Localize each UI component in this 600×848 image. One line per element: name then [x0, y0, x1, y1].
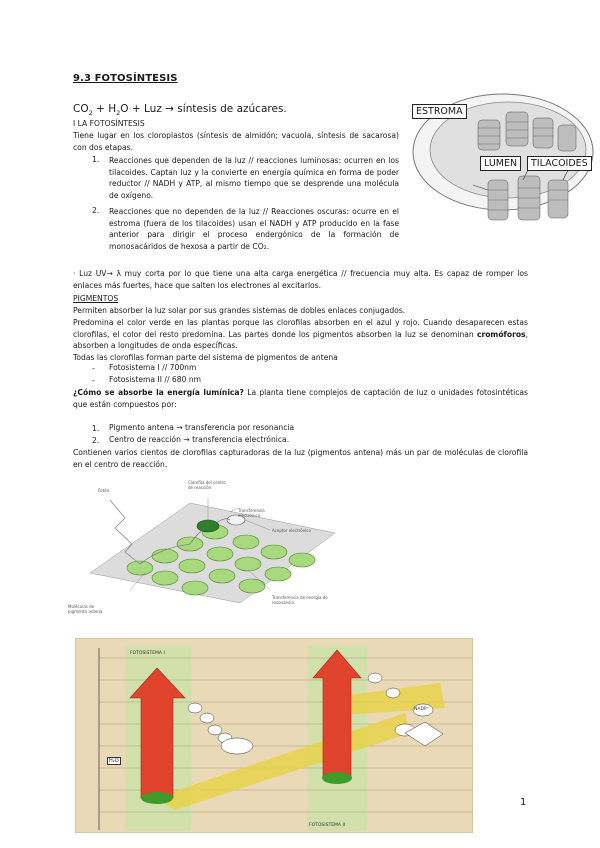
antenna-label-aceptor: Aceptor electrónico	[272, 528, 311, 533]
absorption-question-paragraph	[73, 387, 528, 410]
antenna-label-transferencia-r: Transferencia de energía de resonancia	[272, 595, 328, 605]
closing-paragraph: Contienen varios cientos de clorofilas capturadoras de la luz (pigmentos antena) más un par de moléculas de clorofila en el centro de reacción.	[73, 448, 528, 469]
photosystem-2-text: Fotosistema II // 680 nm	[109, 375, 202, 384]
eq-part-a: CO	[73, 103, 89, 115]
page-number: 1	[520, 797, 527, 808]
antenna-label-moleculas: Moléculas de pigmento antena	[68, 604, 103, 614]
zscheme-label-ps1: FOTOSISTEMA I	[130, 651, 165, 656]
photosystem-1-text: Fotosistema I // 700nm	[109, 363, 197, 372]
zscheme-label-ps2: FOTOSISTEMA II	[309, 823, 346, 828]
label-tilacoides: TILACOIDES	[527, 156, 592, 171]
phase-2-text: Reacciones que no dependen de la luz // Reacciones oscuras: ocurre en el estroma (fuera de los tilacoides) usan el NADH y ATP producido en la fase anterior para dirigir el proceso endergónico de la formación de monosacáridos de hexosa a partir de CO₂.	[109, 207, 399, 251]
photosystem-1-dash: -	[92, 364, 95, 373]
antenna-label-transferencia-e: Transferencia electrónica	[238, 508, 265, 518]
antenna-label-foton: Fotón	[98, 488, 110, 493]
pigments-p2-start: Predomina el color verde en las plantas porque las clorofilas absorben en el azul y rojo. Cuando desaparecen estas clorofilas, el color del resto predomina. Las partes donde los pigmentos absorben la luz se denominan	[73, 318, 528, 339]
eq-sub-b: 2	[116, 109, 121, 118]
component-1-text: Pigmento antena → transferencia por resonancia	[109, 423, 295, 432]
component-2-text: Centro de reacción → transferencia electrónica.	[109, 435, 290, 444]
eq-part-b: + H	[92, 103, 117, 115]
pigments-paragraph-1: Permiten absorber la luz solar por sus grandes sistemas de dobles enlaces conjugados.	[73, 306, 406, 315]
page-title: 9.3 FOTOSÍNTESIS	[73, 73, 178, 84]
section-label: I LA FOTOSÍNTESIS	[73, 119, 145, 128]
label-estroma: ESTROMA	[412, 104, 467, 119]
intro-paragraph: Tiene lugar en los cloroplastos (síntesis de almidón; vacuola, síntesis de sacarosa) con dos etapas.	[73, 131, 399, 152]
photosynthesis-equation	[73, 103, 287, 117]
photosystem-2-dash: -	[92, 376, 95, 385]
z-scheme-figure	[75, 638, 473, 833]
pigments-paragraph-3: Todas las clorofilas forman parte del sistema de pigmentos de antena	[73, 353, 338, 362]
component-2-number: 2.	[92, 436, 100, 445]
eq-sub-a: 2	[88, 109, 93, 118]
pigments-p2-end: , absorben a longitudes de onda específicas.	[73, 329, 528, 351]
phase-2-number: 2.	[92, 206, 100, 215]
uv-note: · Luz UV→ λ muy corta por lo que tiene una alta carga energética // frecuencia muy alta. Es capaz de romper los enlaces más fuertes, hace que salten los electrones al excitarlos.	[73, 269, 528, 290]
cromoforos-term: cromóforos	[476, 329, 526, 339]
zscheme-label-nadp: NADP⁺	[414, 707, 429, 712]
phase-1-number: 1.	[92, 155, 100, 164]
antenna-label-clorofila: Clorofila del centro de reacción	[188, 480, 226, 490]
pigments-paragraph-2	[73, 317, 528, 352]
eq-part-c: O + Luz → síntesis de azúcares.	[120, 103, 287, 115]
absorption-answer: La planta tiene complejos de captación de luz o unidades fotosintéticas que están compuestos por:	[73, 388, 528, 409]
zscheme-label-h2o: H₂O	[109, 758, 119, 764]
label-lumen: LUMEN	[480, 156, 521, 171]
absorption-question: ¿Cómo se absorbe la energía lumínica?	[73, 388, 244, 397]
component-1-number: 1.	[92, 424, 100, 433]
pigments-heading: PIGMENTOS	[73, 294, 119, 303]
phase-1-text: Reacciones que dependen de la luz // reacciones luminosas: ocurren en los tilacoides. Captan luz y la convierte en energía química en forma de poder reductor // NADH y ATP, al mismo tiempo que se desprende una molécula de oxígeno.	[109, 156, 399, 200]
